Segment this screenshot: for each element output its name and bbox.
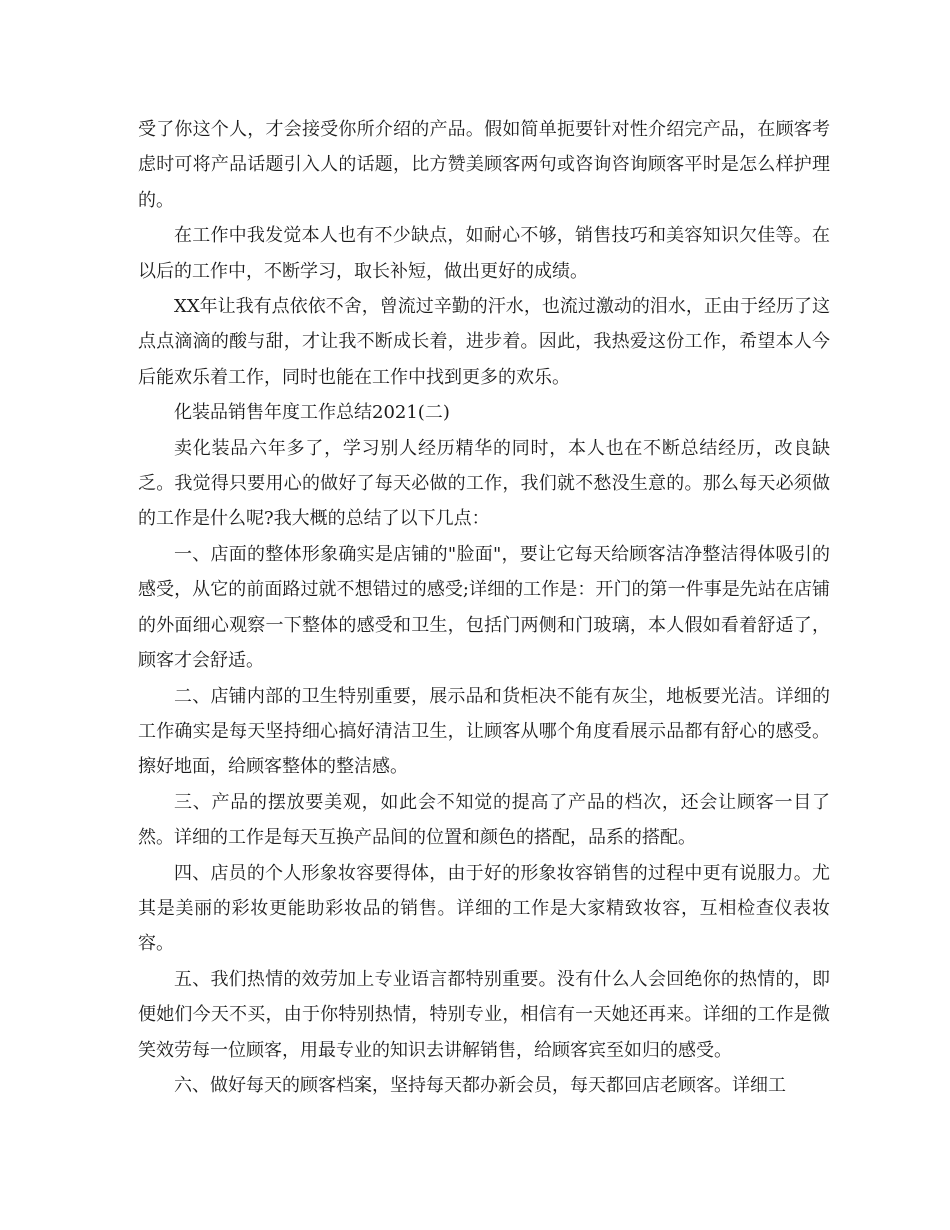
paragraph-point-6: 六、做好每天的顾客档案，坚持每天都办新会员，每天都回店老顾客。详细工 [174,1074,786,1096]
paragraph-point-4: 四、店员的个人形象妆容要得体，由于好的形象妆容销售的过程中更有说服力。尤其是美丽的彩妆更能助彩妆品的销售。详细的工作是大家精致妆容，互相检查仪表妆容。 [138,862,830,955]
paragraph-intro: 卖化装品六年多了，学习别人经历精华的同时，本人也在不断总结经历，改良缺乏。我觉得只要用心的做好了每天必做的工作，我们就不愁没生意的。那么每天必须做的工作是什么呢?我大概的总结了以下几点： [138,437,830,530]
paragraph-year-reflection: XX年让我有点依依不舍，曾流过辛勤的汗水，也流过激动的泪水，正由于经历了这点点滴滴的酸与甜，才让我不断成长着，进步着。因此，我热爱这份工作，希望本人今后能欢乐着工作，同时也能在工作中找到更多的欢乐。 [138,296,830,388]
paragraph-point-3: 三、产品的摆放要美观，如此会不知觉的提高了产品的档次，还会让顾客一目了然。详细的工作是每天互换产品间的位置和颜色的搭配，品系的搭配。 [138,791,830,849]
paragraph-shortcomings: 在工作中我发觉本人也有不少缺点，如耐心不够，销售技巧和美容知识欠佳等。在以后的工作中，不断学习，取长补短，做出更好的成绩。 [138,225,830,282]
paragraph-point-2: 二、店铺内部的卫生特别重要，展示品和货柜决不能有灰尘，地板要光洁。详细的工作确实是每天坚持细心搞好清洁卫生，让顾客从哪个角度看展示品都有舒心的感受。擦好地面，给顾客整体的整洁感。 [138,685,830,778]
paragraph-continued: 受了你这个人，才会接受你所介绍的产品。假如简单扼要针对性介绍完产品，在顾客考虑时可将产品话题引入人的话题，比方赞美顾客两句或咨询咨询顾客平时是怎么样护理的。 [138,119,830,211]
section-heading: 化装品销售年度工作总结2021(二) [174,402,450,424]
paragraph-point-1: 一、店面的整体形象确实是店铺的"脸面"，要让它每天给顾客洁净整洁得体吸引的感受，从它的前面路过就不想错过的感受;详细的工作是：开门的第一件事是先站在店铺的外面细心观察一下整体的感受和卫生，包括门两侧和门玻璃，本人假如看着舒适了，顾客才会舒适。 [138,543,830,672]
paragraph-point-5: 五、我们热情的效劳加上专业语言都特别重要。没有什么人会回绝你的热情的，即便她们今天不买，由于你特别热情，特别专业，相信有一天她还再来。详细的工作是微笑效劳每一位顾客，用最专业的知识去讲解销售，给顾客宾至如归的感受。 [138,968,830,1061]
